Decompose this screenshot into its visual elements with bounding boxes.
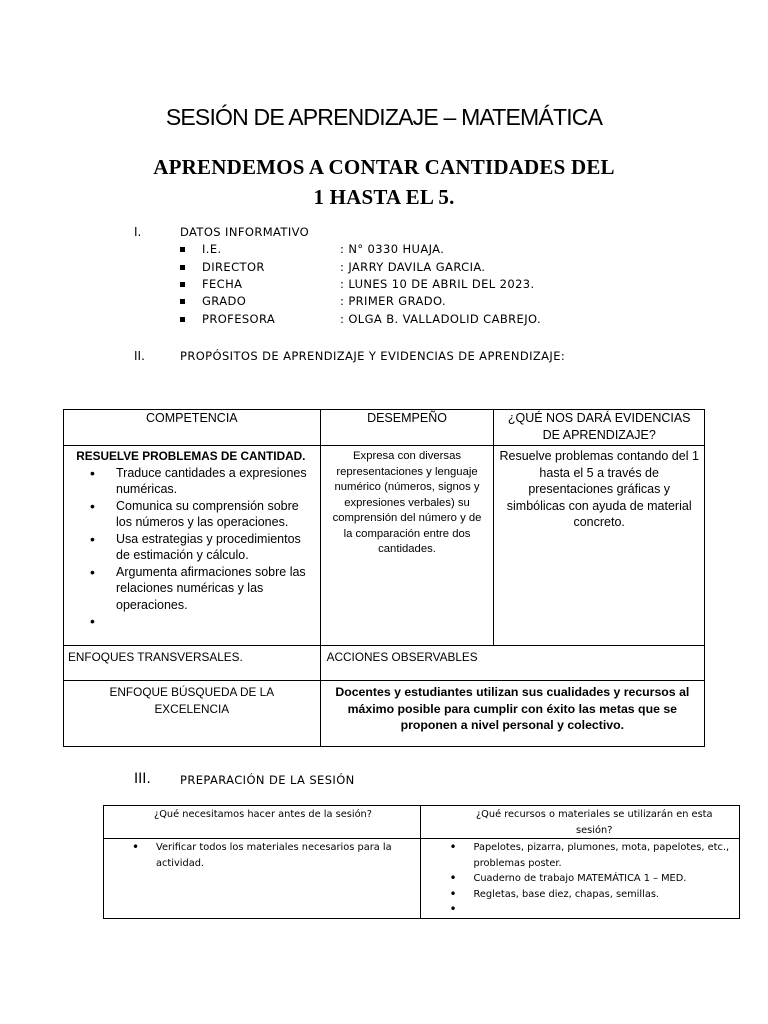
subtitle-line-2: 1 HASTA EL 5. (313, 185, 455, 209)
info-value: : OLGA B. VALLADOLID CABREJO. (340, 312, 542, 326)
header-desempeno (320, 410, 494, 446)
prep-header-resources (421, 806, 740, 839)
info-value: : LUNES 10 DE ABRIL DEL 2023. (340, 277, 535, 291)
header-desempeno-label: DESEMPEÑO (367, 411, 447, 425)
document-subtitle (90, 152, 678, 212)
enfoques-label-cell (64, 646, 321, 681)
list-item: • Comunica su comprensión sobre los números y las operaciones. (116, 498, 314, 531)
enfoques-label: ENFOQUES TRANSVERSALES. (68, 650, 243, 664)
list-item: • Usa estrategias y procedimientos de estimación y cálculo. (116, 531, 314, 564)
table-header-row (104, 806, 740, 839)
enfoque-name: ENFOQUE BÚSQUEDA DE LA EXCELENCIA (109, 685, 275, 716)
desempeno-cell (320, 446, 494, 646)
prep-resources-list (421, 840, 731, 902)
competencia-cell (64, 446, 321, 646)
section-3-number: III. (134, 771, 151, 787)
table-header-row (64, 410, 705, 446)
evidencia-cell (494, 446, 705, 646)
header-evidencias-line-2: DE APRENDIZAJE? (542, 427, 656, 442)
prep-before-list (104, 840, 412, 871)
info-key: I.E. (202, 242, 222, 256)
list-item: • Traduce cantidades a expresiones numéricas. (116, 465, 314, 498)
list-item: • Papelotes, pizarra, plumones, mota, papelotes, etc., problemas poster. (473, 840, 731, 871)
evidencia-text: Resuelve problemas contando del 1 hasta el 5 a través de presentaciones gráficas y simbólicas con ayuda de material concreto. (499, 449, 699, 529)
table-row (64, 646, 705, 681)
prep-resources-cell (421, 839, 740, 919)
subtitle-line-1: APRENDEMOS A CONTAR CANTIDADES DEL (153, 155, 615, 179)
table-row (104, 839, 740, 919)
prep-header-resources-label: ¿Qué recursos o materiales se utilizarán en esta sesión? (475, 809, 713, 836)
square-bullet-icon (180, 299, 185, 304)
list-item: • Regletas, base diez, chapas, semillas. (473, 887, 731, 903)
table-row (64, 681, 705, 747)
document-title: SESIÓN DE APRENDIZAJE – MATEMÁTICA (165, 104, 603, 130)
acciones-text: Docentes y estudiantes utilizan sus cualidades y recursos al máximo posible para cumplir con éxito las metas que se proponen a nivel personal y colectivo. (335, 685, 690, 732)
acciones-text-cell (320, 681, 704, 747)
desempeno-text: Expresa con diversas representaciones y lenguaje numérico (números, signos y expresiones verbales) su comprensión del número y de la comparación entre dos cantidades. (332, 450, 482, 555)
square-bullet-icon (180, 317, 185, 322)
table-row (64, 446, 705, 646)
competencia-title: RESUELVE PROBLEMAS DE CANTIDAD. (76, 449, 306, 463)
section-1-heading: DATOS INFORMATIVO (180, 225, 310, 239)
square-bullet-icon (180, 247, 185, 252)
capacidades-list (64, 465, 314, 614)
section-2-number: II. (134, 349, 145, 363)
info-key: FECHA (202, 277, 243, 291)
acciones-label: ACCIONES OBSERVABLES (326, 650, 478, 664)
square-bullet-icon (180, 265, 185, 270)
enfoque-name-cell (64, 681, 321, 747)
list-item: • Cuaderno de trabajo MATEMÁTICA 1 – MED. (473, 871, 731, 887)
info-value: : JARRY DAVILA GARCIA. (340, 260, 486, 274)
acciones-label-cell (320, 646, 704, 681)
section-1-number: I. (134, 225, 142, 239)
header-evidencias-line-1: ¿QUÉ NOS DARÁ EVIDENCIAS (507, 411, 691, 425)
info-key: DIRECTOR (202, 260, 265, 274)
square-bullet-icon (180, 282, 185, 287)
header-evidencias (494, 410, 705, 446)
preparation-table (103, 805, 740, 919)
section-3-heading: PREPARACIÓN DE LA SESIÓN (180, 773, 355, 787)
info-key: PROFESORA (202, 312, 276, 326)
section-2-heading: PROPÓSITOS DE APRENDIZAJE Y EVIDENCIAS DE APRENDIZAJE: (180, 349, 566, 363)
header-competencia-label: COMPETENCIA (145, 411, 238, 425)
info-value: : PRIMER GRADO. (340, 294, 447, 308)
list-item: • Argumenta afirmaciones sobre las relaciones numéricas y las operaciones. (116, 564, 314, 614)
competency-table (63, 409, 705, 747)
info-key: GRADO (202, 294, 247, 308)
prep-header-before (104, 806, 421, 839)
header-competencia (64, 410, 321, 446)
info-value: : N° 0330 HUAJA. (340, 242, 445, 256)
prep-before-cell (104, 839, 421, 919)
prep-header-before-label: ¿Qué necesitamos hacer antes de la sesión? (154, 809, 372, 820)
list-item: • Verificar todos los materiales necesarios para la actividad. (156, 840, 412, 871)
